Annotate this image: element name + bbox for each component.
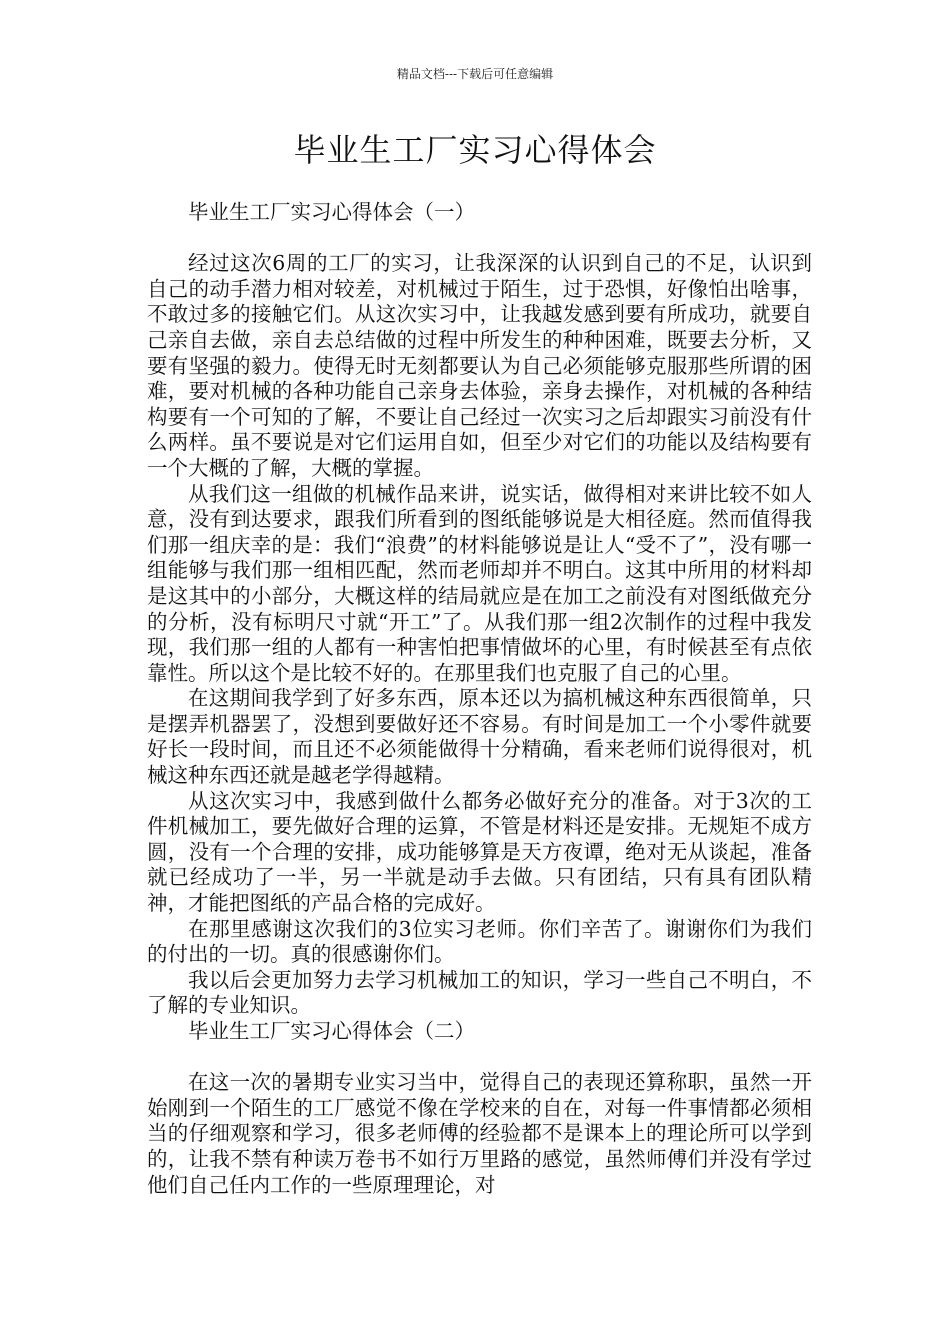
header-note: 精品文档---下载后可任意编辑	[396, 67, 554, 81]
paragraph: 在这一次的暑期专业实习当中，觉得自己的表现还算称职，虽然一开始刚到一个陌生的工厂感觉不像在学校来的自在，对每一件事情都必须相当的仔细观察和学习，很多老师傅的经验都不是课本上的理论所可以学到的，让我不禁有种读万卷书不如行万里路的感觉，虽然师傅们并没有学过他们自己任内工作的一些原理理论，对	[147, 1070, 812, 1197]
document-body	[147, 200, 812, 1198]
paragraph: 我以后会更加努力去学习机械加工的知识，学习一些自己不明白，不了解的专业知识。	[147, 967, 812, 1018]
paragraph: 经过这次6周的工厂的实习，让我深深的认识到自己的不足，认识到自己的动手潜力相对较差，对机械过于陌生，过于恐惧，好像怕出啥事，不敢过多的接触它们。从这次实习中，让我越发感到要有所成功，就要自己亲自去做，亲自去总结做的过程中所发生的种种困难，既要去分析，又要有坚强的毅力。使得无时无刻都要认为自己必须能够克服那些所谓的困难，要对机械的各种功能自己亲身去体验，亲身去操作，对机械的各种结构要有一个可知的了解，不要让自己经过一次实习之后却跟实习前没有什么两样。虽不要说是对它们运用自如，但至少对它们的功能以及结构要有一个大概的了解，大概的掌握。	[147, 251, 812, 480]
paragraph: 在那里感谢这次我们的3位实习老师。你们辛苦了。谢谢你们为我们的付出的一切。真的很感谢你们。	[147, 916, 812, 967]
section-heading-1: 毕业生工厂实习心得体会（一）	[188, 200, 475, 224]
paragraph: 从我们这一组做的机械作品来讲，说实话，做得相对来讲比较不如人意，没有到达要求，跟我们所看到的图纸能够说是大相径庭。然而值得我们那一组庆幸的是：我们“浪费”的材料能够说是让人“受不了”，没有哪一组能够与我们那一组相匹配，然而老师却并不明白。这其中所用的材料却是这其中的小部分，大概这样的结局就应是在加工之前没有对图纸做充分的分析，没有标明尺寸就“开工”了。从我们那一组2次制作的过程中我发现，我们那一组的人都有一种害怕把事情做坏的心里，有时候甚至有点依靠性。所以这个是比较不好的。在那里我们也克服了自己的心里。	[147, 481, 812, 685]
section-heading-2: 毕业生工厂实习心得体会（二）	[188, 1019, 475, 1043]
document-title: 毕业生工厂实习心得体会	[293, 131, 657, 169]
blank-line	[147, 226, 812, 252]
blank-line	[147, 1045, 812, 1071]
paragraph: 从这次实习中，我感到做什么都务必做好充分的准备。对于3次的工件机械加工，要先做好合理的运算，不管是材料还是安排。无规矩不成方圆，没有一个合理的安排，成功能够算是天方夜谭，绝对无从谈起，准备就已经成功了一半，另一半就是动手去做。只有团结，只有具有团队精神，才能把图纸的产品合格的完成好。	[147, 788, 812, 916]
paragraph: 在这期间我学到了好多东西，原本还以为搞机械这种东西很简单，只是摆弄机器罢了，没想到要做好还不容易。有时间是加工一个小零件就要好长一段时间，而且还不必须能做得十分精确，看来老师们说得很对，机械这种东西还就是越老学得越精。	[147, 686, 812, 788]
